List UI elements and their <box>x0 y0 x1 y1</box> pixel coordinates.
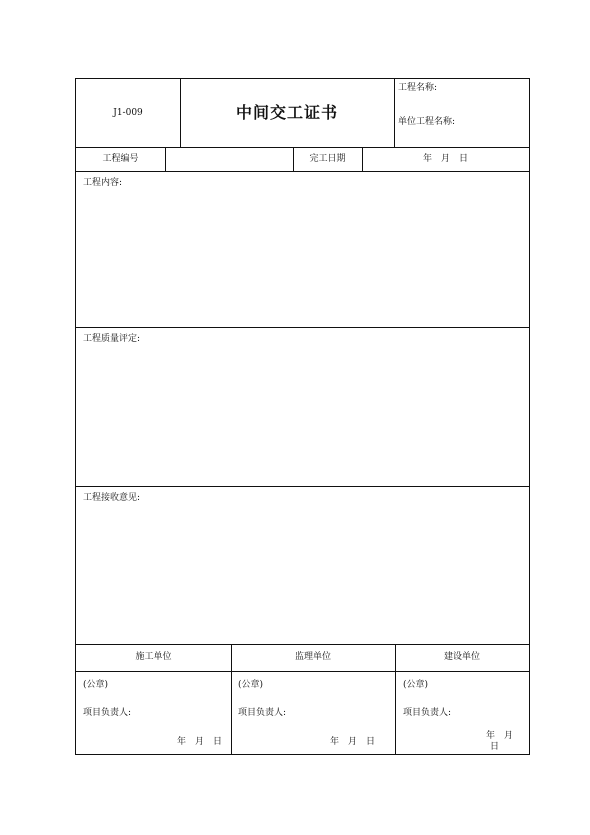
completion-date-field[interactable]: 年 月 日 <box>422 153 468 164</box>
divider-header-title <box>394 79 395 147</box>
owner-date-line1: 年 月 <box>486 731 514 741</box>
project-name-label: 工程名称: <box>398 83 438 93</box>
work-content-area[interactable] <box>76 191 529 325</box>
construction-seal-label: (公章) <box>83 680 109 690</box>
owner-seal-label: (公章) <box>403 680 429 690</box>
acceptance-opinion-area[interactable] <box>76 506 529 642</box>
divider-signature-heading-bottom <box>76 671 529 672</box>
divider-quality-bottom <box>76 486 529 487</box>
quality-assessment-label: 工程质量评定: <box>83 334 141 344</box>
owner-date-line2: 日 <box>490 742 500 752</box>
divider-content-bottom <box>76 327 529 328</box>
construction-date: 年 月 日 <box>177 737 223 747</box>
supervision-unit-heading: 监理单位 <box>294 652 331 662</box>
project-no-field[interactable] <box>165 147 293 171</box>
construction-manager-label: 项目负责人: <box>83 708 132 718</box>
completion-date-label: 完工日期 <box>309 153 346 164</box>
page-title: 中间交工证书 <box>235 103 338 122</box>
completion-certificate-form <box>75 78 530 755</box>
supervision-manager-label: 项目负责人: <box>238 708 287 718</box>
divider-info-bottom <box>76 171 529 172</box>
supervision-seal-label: (公章) <box>238 680 264 690</box>
unit-project-name-label: 单位工程名称: <box>398 117 456 127</box>
form-code: J1-009 <box>113 107 143 118</box>
supervision-date: 年 月 日 <box>330 737 376 747</box>
project-no-label: 工程编号 <box>102 153 139 164</box>
owner-manager-label: 项目负责人: <box>403 708 452 718</box>
construction-unit-heading: 施工单位 <box>135 652 172 662</box>
owner-unit-heading: 建设单位 <box>443 652 480 662</box>
quality-assessment-area[interactable] <box>76 347 529 484</box>
acceptance-opinion-label: 工程接收意见: <box>83 493 141 503</box>
work-content-label: 工程内容: <box>83 178 123 188</box>
